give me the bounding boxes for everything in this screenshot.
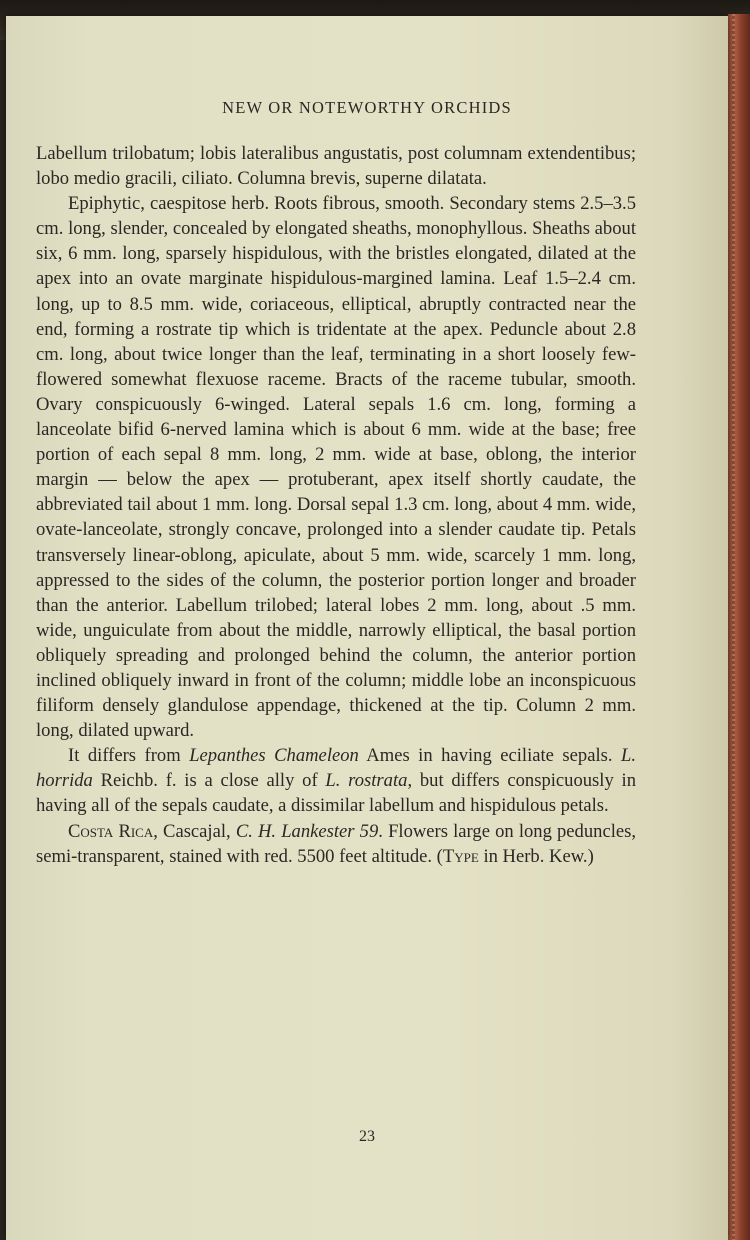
specimen-text-1: , Cascajal, — [153, 820, 236, 842]
specimen-text-2: . Flowers large on long peduncles, semi-transparent, stained with red. 5500 feet altitude. ( — [36, 820, 637, 867]
book-page — [6, 16, 728, 1240]
book-page-edges — [728, 14, 750, 1240]
specimen-citation — [36, 819, 636, 869]
species-name-2: L. horrida — [36, 745, 637, 792]
latin-diagnosis: Labellum trilobatum; lobis lateralibus angustatis, post columnam extendentibus; lobo medio gracili, ciliato. Columna brevis, superne dilatata. — [36, 143, 636, 190]
species-name-3: L. rostrata — [325, 770, 408, 792]
page-number: 23 — [359, 1128, 375, 1145]
specimen-collector: C. H. Lankester 59 — [235, 820, 379, 842]
species-name-1: Lepanthes Chameleon — [189, 745, 359, 767]
english-description: Epiphytic, caespitose herb. Roots fibrous, smooth. Secondary stems 2.5–3.5 cm. long, slender, concealed by elongated sheaths, monophyllous. Sheaths about six, 6 mm. long, sparsely hispidulous, with the bristles elongated, dilated at the apex into an ovate marginate hispidulous-margined lamina. Leaf 1.5–2.4 cm. long, up to 8.5 mm. wide, coriaceous, elliptical, abruptly contracted near the end, forming a rostrate tip which is tridentate at the apex. Peduncle about 2.8 cm. long, about twice longer than the leaf, terminating in a short loosely few-flowered somewhat flexuose raceme. Bracts of the raceme tubular, smooth. Ovary conspicuously 6-winged. Lateral sepals 1.6 cm. long, forming a lanceolate bifid 6-nerved lamina which is about 6 mm. wide at the base; free portion of each sepal 8 mm. long, 2 mm. wide at base, oblong, the interior margin — below the apex — protuberant, apex itself shortly caudate, the abbreviated tail about 1 mm. long. Dorsal sepal 1.3 cm. long, about 4 mm. wide, ovate-lanceolate, strongly concave, prolonged into a slender caudate tip. Petals transversely linear-oblong, apiculate, about 5 mm. wide, scarcely 1 mm. long, appressed to the sides of the column, the posterior portion longer and broader than the anterior. Labellum trilobed; lateral lobes 2 mm. long, about .5 mm. wide, unguiculate from about the middle, narrowly elliptical, the basal portion obliquely spreading and prolonged behind the column, the anterior portion inclined obliquely inward in front of the column; middle lobe an inconspicuous filiform densely glandulose appendage, thickened at the tip. Column 2 mm. long, dilated upward. — [36, 193, 636, 742]
running-head: NEW OR NOTEWORTHY ORCHIDS — [222, 98, 512, 117]
type-label: Type — [442, 845, 479, 867]
comparison-text-1: It differs from — [68, 745, 190, 767]
comparison-text-2: Ames in having eciliate sepals. — [358, 745, 622, 767]
comparison-text-4: , but differs conspicuously in having all of the sepals caudate, a dissimilar labellum and hispidulous petals. — [36, 770, 636, 817]
specimen-text-3: in Herb. Kew.) — [478, 845, 594, 867]
comparison-paragraph — [36, 743, 636, 818]
comparison-text-3: Reichb. f. is a close ally of — [92, 770, 326, 792]
species-description-text — [36, 141, 636, 869]
specimen-country: Costa Rica — [68, 820, 154, 842]
